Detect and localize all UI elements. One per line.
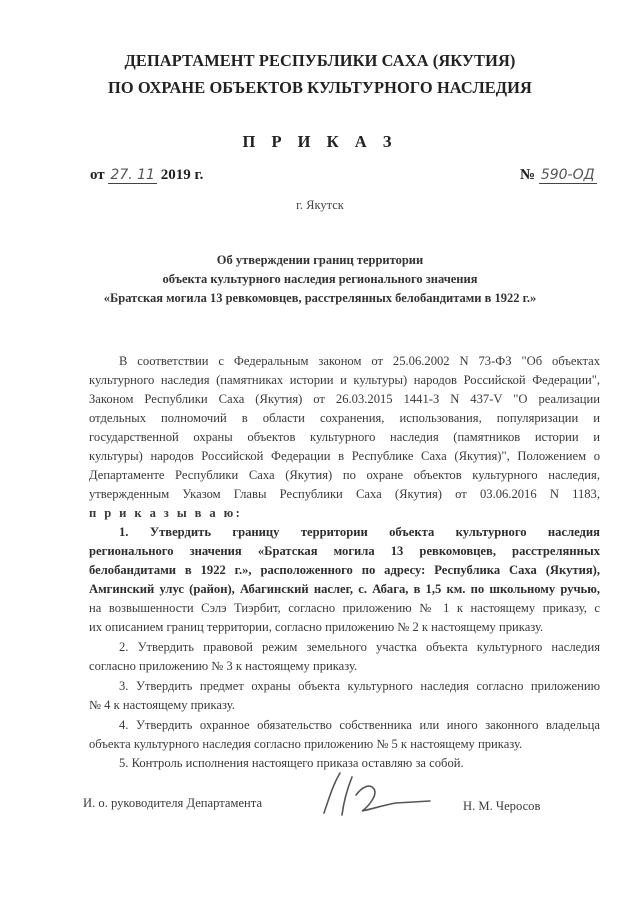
item1-line: их описанием границ территории, согласно приложению № 2 к настоящему приказу. — [89, 620, 544, 634]
item4-line: 4. Утвердить охранное обязательство собственника или иного законного владельца — [119, 718, 600, 732]
item3-line: 3. Утвердить предмет охраны объекта культурного наследия согласно приложению — [119, 679, 600, 693]
body-line: культуры) народов Российской Федерации в Республике Саха (Якутия)", Положением о — [89, 449, 600, 463]
decree-word-text: п р и к а з ы в а ю: — [89, 506, 243, 520]
handwritten-number: 590-ОД — [540, 167, 595, 183]
body-line: государственной охраны объектов культурного наследия (памятников истории и — [89, 430, 600, 444]
body-line: Департаменте Республики Саха (Якутия) по охране объектов культурного наследия, — [89, 468, 600, 482]
city-line: г. Якутск — [296, 198, 344, 212]
signer-position: И. о. руководителя Департамента — [83, 796, 263, 810]
item2-line: согласно приложению № 3 к настоящему приказу. — [89, 659, 358, 673]
item5-line: 5. Контроль исполнения настоящего приказа оставляю за собой. — [119, 756, 464, 770]
date-year: 2019 г. — [160, 167, 204, 183]
handwritten-date: 27. 11 — [110, 167, 155, 183]
signer-name: Н. М. Чеpосов — [463, 799, 541, 813]
item1-line: регионального значения «Братская могила 13 ревкомовцев, расстрелянных — [89, 544, 600, 558]
number-prefix: № — [520, 167, 536, 183]
date-prefix: от — [90, 167, 105, 183]
order-number — [520, 167, 597, 184]
body-line: отдельных полномочий в области сохранения, использования, популяризации и — [89, 411, 600, 425]
body-line: Законом Республики Саха (Якутия) от 26.03.2015 1441-З N 437-V "О реализации — [89, 392, 600, 406]
department-name-line2: ПО ОХРАНЕ ОБЪЕКТОВ КУЛЬТУРНОГО НАСЛЕДИЯ — [108, 78, 532, 97]
item3-line: № 4 к настоящему приказу. — [89, 698, 235, 712]
subject-line3: «Братская могила 13 ревкомовцев, расстрелянных белобандитами в 1922 г.» — [103, 291, 537, 305]
body-line: В соответствии с Федеральным законом от 25.06.2002 N 73-ФЗ "Об объектах — [119, 354, 600, 368]
item1-line: на возвышенности Сэлэ Тиэрбит, согласно приложению № 1 к настоящему приказу, с — [89, 601, 600, 615]
item2-line: 2. Утвердить правовой режим земельного участка объекта культурного наследия — [119, 640, 600, 654]
department-name-line1: ДЕПАРТАМЕНТ РЕСПУБЛИКИ САХА (ЯКУТИЯ) — [124, 51, 516, 70]
decree-word — [89, 504, 600, 523]
subject-line1: Об утверждении границ территории — [216, 253, 424, 267]
body-line: культурного наследия (памятниках истории и культуры) народов Российской Федерации", — [89, 373, 600, 387]
handwritten-signature — [318, 765, 438, 825]
item1-line: 1. Утвердить границу территории объекта культурного наследия — [119, 525, 600, 539]
item4-line: объекта культурного наследия согласно приложению № 5 к настоящему приказу. — [89, 737, 523, 751]
item1-line: белобандитами в 1922 г.», расположенного по адресу: Республика Саха (Якутия), — [89, 563, 600, 577]
item1-line: Амгинский улус (район), Абагинский наслег, с. Абага, в 1,5 км. по школьному ручью, — [89, 582, 600, 596]
document-title: П Р И К А З — [242, 132, 398, 151]
order-date — [90, 167, 203, 184]
body-line: утвержденным Указом Главы Республики Саха (Якутия) от 03.06.2016 N 1183, — [89, 487, 600, 501]
subject-line2: объекта культурного наследия регионального значения — [162, 272, 478, 286]
